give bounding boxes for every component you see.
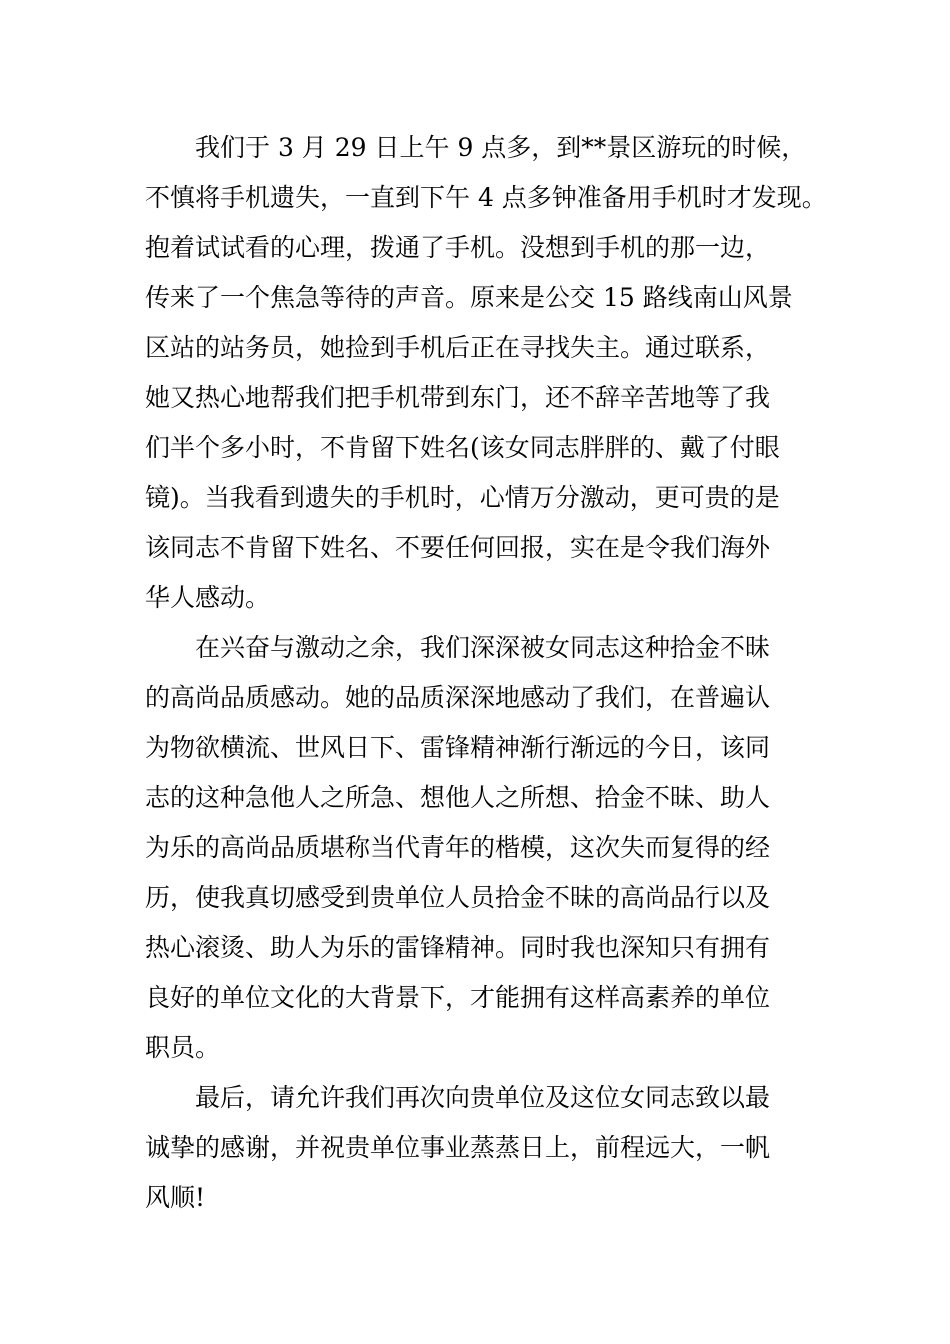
p1-line-2: 不慎将手机遗失，一直到下午 4 点多钟准备用手机时才发现。 bbox=[145, 183, 827, 212]
p1-line-6: 她又热心地帮我们把手机带到东门，还不辞辛苦地等了我 bbox=[145, 383, 771, 412]
p2-line-3: 为物欲横流、世风日下、雷锋精神渐行渐远的今日，该同 bbox=[145, 733, 771, 762]
p2-line-7: 热心滚烫、助人为乐的雷锋精神。同时我也深知只有拥有 bbox=[145, 933, 771, 962]
p3-line-1: 最后，请允许我们再次向贵单位及这位女同志致以最 bbox=[145, 1083, 771, 1112]
p2-line-5: 为乐的高尚品质堪称当代青年的楷模，这次失而复得的经 bbox=[145, 833, 771, 862]
p2-line-6: 历，使我真切感受到贵单位人员拾金不昧的高尚品行以及 bbox=[145, 883, 771, 912]
p1-line-4: 传来了一个焦急等待的声音。原来是公交 15 路线南山风景 bbox=[145, 283, 793, 312]
p1-line-3: 抱着试试看的心理，拨通了手机。没想到手机的那一边， bbox=[145, 233, 771, 262]
p3-line-2: 诚挚的感谢，并祝贵单位事业蒸蒸日上，前程远大，一帆 bbox=[145, 1133, 771, 1162]
p1-line-9: 该同志不肯留下姓名、不要任何回报，实在是令我们海外 bbox=[145, 533, 771, 562]
p3-line-3: 风顺! bbox=[145, 1183, 206, 1212]
p1-line-7: 们半个多小时，不肯留下姓名(该女同志胖胖的、戴了付眼 bbox=[145, 433, 780, 462]
p1-line-5: 区站的站务员，她捡到手机后正在寻找失主。通过联系， bbox=[145, 333, 771, 362]
p1-line-8: 镜)。当我看到遗失的手机时，心情万分激动，更可贵的是 bbox=[145, 483, 780, 512]
p2-line-8: 良好的单位文化的大背景下，才能拥有这样高素养的单位 bbox=[145, 983, 771, 1012]
p2-line-2: 的高尚品质感动。她的品质深深地感动了我们，在普遍认 bbox=[145, 683, 771, 712]
p2-line-1: 在兴奋与激动之余，我们深深被女同志这种拾金不昧 bbox=[145, 633, 771, 662]
p2-line-9: 职员。 bbox=[145, 1033, 221, 1062]
p1-line-1: 我们于 3 月 29 日上午 9 点多，到**景区游玩的时候， bbox=[145, 133, 807, 162]
p1-line-10: 华人感动。 bbox=[145, 583, 271, 612]
p2-line-4: 志的这种急他人之所急、想他人之所想、拾金不昧、助人 bbox=[145, 783, 771, 812]
